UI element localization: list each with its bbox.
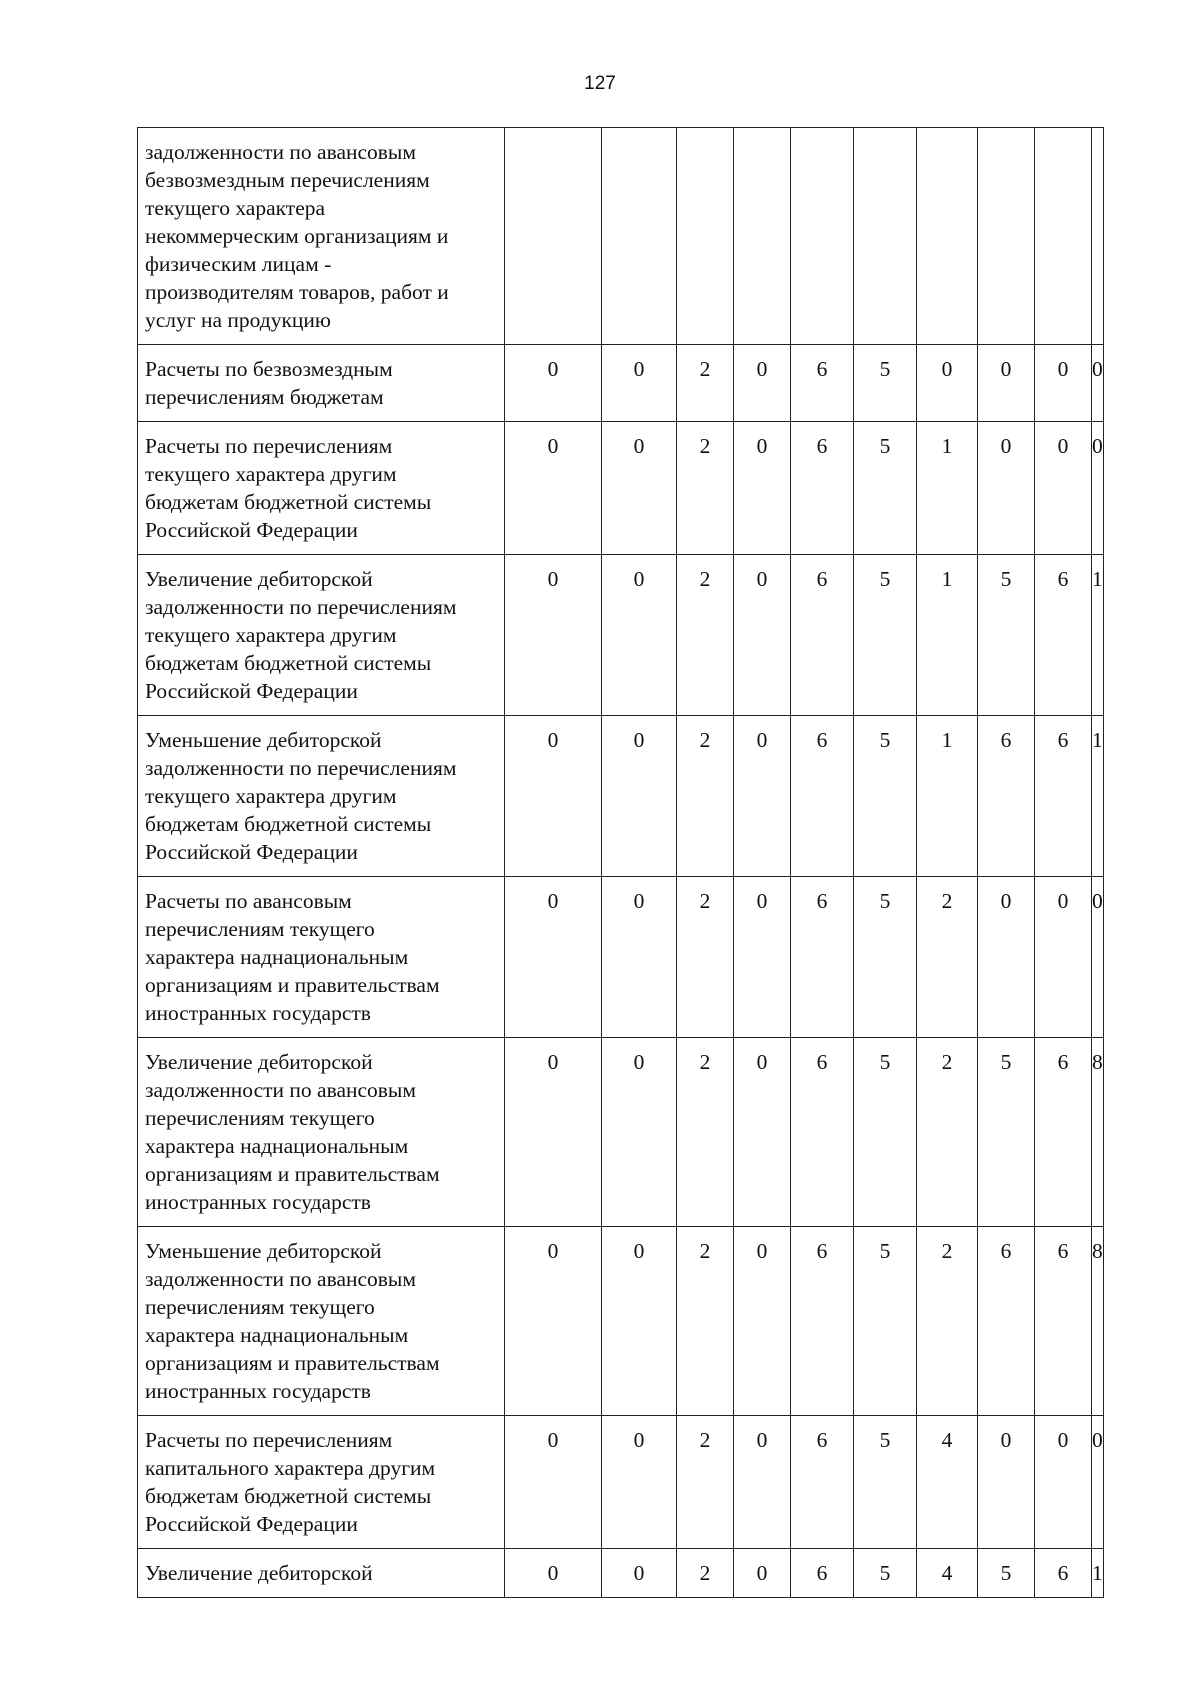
code-digit-cell: 0 bbox=[734, 555, 791, 716]
code-digit-cell: 5 bbox=[854, 1416, 917, 1549]
row-label-cell bbox=[138, 1038, 505, 1227]
row-label-cell bbox=[138, 877, 505, 1038]
row-label-line: иностранных государств bbox=[145, 1001, 371, 1025]
code-digit-cell: 2 bbox=[917, 1038, 978, 1227]
code-digit-cell: 8 bbox=[1092, 1038, 1104, 1227]
code-digit-cell: 0 bbox=[602, 555, 677, 716]
code-digit-cell: 0 bbox=[505, 877, 602, 1038]
row-label-line: перечислениям текущего bbox=[145, 1106, 375, 1130]
code-digit-cell: 5 bbox=[978, 555, 1035, 716]
code-digit-cell bbox=[734, 128, 791, 345]
code-digit-cell: 0 bbox=[1035, 1416, 1092, 1549]
code-digit-cell: 0 bbox=[978, 422, 1035, 555]
row-label-line: организациям и правительствам bbox=[145, 1162, 440, 1186]
code-digit-cell: 0 bbox=[602, 1227, 677, 1416]
code-digit-cell bbox=[1092, 128, 1104, 345]
code-digit-cell: 4 bbox=[917, 1549, 978, 1598]
code-digit-cell: 6 bbox=[791, 345, 854, 422]
code-digit-cell: 6 bbox=[791, 1549, 854, 1598]
code-digit-cell: 0 bbox=[602, 877, 677, 1038]
row-label-line: текущего характера другим bbox=[145, 462, 397, 486]
code-digit-cell: 0 bbox=[505, 345, 602, 422]
row-label-cell bbox=[138, 422, 505, 555]
row-label-line: безвозмездным перечислениям bbox=[145, 168, 430, 192]
code-digit-cell: 0 bbox=[505, 1038, 602, 1227]
row-label-line: производителям товаров, работ и bbox=[145, 280, 449, 304]
table-row bbox=[138, 716, 1104, 877]
code-digit-cell: 0 bbox=[602, 1549, 677, 1598]
row-label-line: Увеличение дебиторской bbox=[145, 567, 373, 591]
code-digit-cell: 0 bbox=[978, 345, 1035, 422]
code-digit-cell: 5 bbox=[854, 345, 917, 422]
table-row bbox=[138, 1227, 1104, 1416]
row-label-line: задолженности по авансовым bbox=[145, 1267, 416, 1291]
code-digit-cell: 2 bbox=[917, 877, 978, 1038]
code-digit-cell: 0 bbox=[1035, 877, 1092, 1038]
code-digit-cell bbox=[917, 128, 978, 345]
row-label-line: характера наднациональным bbox=[145, 1323, 409, 1347]
code-digit-cell bbox=[854, 128, 917, 345]
code-digit-cell: 5 bbox=[854, 1227, 917, 1416]
row-label-line: организациям и правительствам bbox=[145, 973, 440, 997]
code-digit-cell: 2 bbox=[677, 1416, 734, 1549]
code-digit-cell: 4 bbox=[917, 1416, 978, 1549]
code-digit-cell: 2 bbox=[677, 1227, 734, 1416]
code-digit-cell: 0 bbox=[505, 555, 602, 716]
code-digit-cell: 5 bbox=[854, 716, 917, 877]
code-digit-cell: 0 bbox=[734, 422, 791, 555]
code-digit-cell bbox=[602, 128, 677, 345]
row-label-line: характера наднациональным bbox=[145, 945, 409, 969]
table-row bbox=[138, 1549, 1104, 1598]
code-digit-cell: 5 bbox=[854, 422, 917, 555]
code-digit-cell: 6 bbox=[978, 1227, 1035, 1416]
row-label-line: Увеличение дебиторской bbox=[145, 1561, 373, 1585]
code-digit-cell: 8 bbox=[1092, 1227, 1104, 1416]
row-label-line: задолженности по авансовым bbox=[145, 140, 416, 164]
code-digit-cell: 0 bbox=[505, 1227, 602, 1416]
code-digit-cell: 0 bbox=[734, 877, 791, 1038]
row-label-line: некоммерческим организациям и bbox=[145, 224, 449, 248]
code-digit-cell: 0 bbox=[978, 1416, 1035, 1549]
row-label-line: Расчеты по перечислениям bbox=[145, 434, 393, 458]
table-row bbox=[138, 1038, 1104, 1227]
budget-classification-table bbox=[137, 127, 1104, 1598]
row-label-cell bbox=[138, 1549, 505, 1598]
code-digit-cell: 1 bbox=[917, 555, 978, 716]
row-label-line: бюджетам бюджетной системы bbox=[145, 490, 432, 514]
row-label-line: перечислениям текущего bbox=[145, 1295, 375, 1319]
code-digit-cell: 6 bbox=[1035, 1038, 1092, 1227]
row-label-line: физическим лицам - bbox=[145, 252, 332, 276]
code-digit-cell: 6 bbox=[791, 422, 854, 555]
code-digit-cell: 5 bbox=[978, 1038, 1035, 1227]
code-digit-cell bbox=[1035, 128, 1092, 345]
row-label-cell bbox=[138, 1416, 505, 1549]
row-label-line: перечислениям бюджетам bbox=[145, 385, 384, 409]
row-label-cell bbox=[138, 128, 505, 345]
code-digit-cell: 2 bbox=[677, 422, 734, 555]
row-label-line: Уменьшение дебиторской bbox=[145, 728, 382, 752]
row-label-line: иностранных государств bbox=[145, 1190, 371, 1214]
table-row bbox=[138, 555, 1104, 716]
code-digit-cell: 0 bbox=[505, 1416, 602, 1549]
code-digit-cell: 5 bbox=[854, 555, 917, 716]
code-digit-cell: 0 bbox=[734, 1416, 791, 1549]
code-digit-cell: 2 bbox=[677, 1038, 734, 1227]
page-number: 127 bbox=[584, 73, 616, 94]
row-label-line: текущего характера другим bbox=[145, 784, 397, 808]
code-digit-cell: 0 bbox=[978, 877, 1035, 1038]
row-label-line: услуг на продукцию bbox=[145, 308, 331, 332]
code-digit-cell: 0 bbox=[505, 1549, 602, 1598]
code-digit-cell: 6 bbox=[791, 1416, 854, 1549]
row-label-line: текущего характера другим bbox=[145, 623, 397, 647]
row-label-line: Расчеты по авансовым bbox=[145, 889, 352, 913]
row-label-line: организациям и правительствам bbox=[145, 1351, 440, 1375]
code-digit-cell: 6 bbox=[791, 877, 854, 1038]
code-digit-cell: 2 bbox=[677, 716, 734, 877]
table-row bbox=[138, 877, 1104, 1038]
code-digit-cell: 0 bbox=[1092, 1416, 1104, 1549]
code-digit-cell: 0 bbox=[1092, 422, 1104, 555]
code-digit-cell: 1 bbox=[917, 716, 978, 877]
code-digit-cell: 6 bbox=[978, 716, 1035, 877]
row-label-line: бюджетам бюджетной системы bbox=[145, 1484, 432, 1508]
row-label-line: Российской Федерации bbox=[145, 840, 358, 864]
row-label-line: Российской Федерации bbox=[145, 1512, 358, 1536]
code-digit-cell: 2 bbox=[677, 345, 734, 422]
row-label-line: задолженности по авансовым bbox=[145, 1078, 416, 1102]
code-digit-cell bbox=[978, 128, 1035, 345]
code-digit-cell: 6 bbox=[1035, 716, 1092, 877]
table-row bbox=[138, 1416, 1104, 1549]
code-digit-cell: 0 bbox=[734, 1549, 791, 1598]
code-digit-cell: 0 bbox=[1092, 345, 1104, 422]
code-digit-cell: 0 bbox=[602, 422, 677, 555]
code-digit-cell: 0 bbox=[734, 716, 791, 877]
code-digit-cell: 0 bbox=[505, 422, 602, 555]
code-digit-cell: 0 bbox=[734, 345, 791, 422]
row-label-line: Российской Федерации bbox=[145, 518, 358, 542]
code-digit-cell: 6 bbox=[791, 555, 854, 716]
code-digit-cell: 6 bbox=[1035, 1227, 1092, 1416]
code-digit-cell: 0 bbox=[602, 716, 677, 877]
code-digit-cell: 6 bbox=[791, 716, 854, 877]
code-digit-cell: 0 bbox=[505, 716, 602, 877]
code-digit-cell: 0 bbox=[917, 345, 978, 422]
code-digit-cell: 5 bbox=[854, 1038, 917, 1227]
code-digit-cell: 1 bbox=[1092, 555, 1104, 716]
code-digit-cell: 6 bbox=[791, 1038, 854, 1227]
row-label-cell bbox=[138, 345, 505, 422]
row-label-line: иностранных государств bbox=[145, 1379, 371, 1403]
code-digit-cell bbox=[505, 128, 602, 345]
code-digit-cell: 5 bbox=[978, 1549, 1035, 1598]
code-digit-cell: 0 bbox=[1035, 422, 1092, 555]
code-digit-cell: 0 bbox=[1035, 345, 1092, 422]
row-label-line: перечислениям текущего bbox=[145, 917, 375, 941]
code-digit-cell: 1 bbox=[1092, 1549, 1104, 1598]
code-digit-cell: 2 bbox=[677, 1549, 734, 1598]
row-label-cell bbox=[138, 1227, 505, 1416]
table-row bbox=[138, 128, 1104, 345]
table-row bbox=[138, 345, 1104, 422]
code-digit-cell: 0 bbox=[734, 1038, 791, 1227]
code-digit-cell bbox=[791, 128, 854, 345]
code-digit-cell: 0 bbox=[602, 1038, 677, 1227]
code-digit-cell: 0 bbox=[602, 1416, 677, 1549]
row-label-line: задолженности по перечислениям bbox=[145, 756, 457, 780]
code-digit-cell: 2 bbox=[917, 1227, 978, 1416]
row-label-line: Российской Федерации bbox=[145, 679, 358, 703]
code-digit-cell: 2 bbox=[677, 877, 734, 1038]
code-digit-cell: 0 bbox=[734, 1227, 791, 1416]
code-digit-cell: 1 bbox=[917, 422, 978, 555]
code-digit-cell: 6 bbox=[791, 1227, 854, 1416]
table-row bbox=[138, 422, 1104, 555]
code-digit-cell: 5 bbox=[854, 877, 917, 1038]
code-digit-cell: 1 bbox=[1092, 716, 1104, 877]
code-digit-cell: 0 bbox=[602, 345, 677, 422]
row-label-line: Расчеты по перечислениям bbox=[145, 1428, 393, 1452]
code-digit-cell: 0 bbox=[1092, 877, 1104, 1038]
code-digit-cell: 6 bbox=[1035, 555, 1092, 716]
code-digit-cell: 2 bbox=[677, 555, 734, 716]
row-label-line: задолженности по перечислениям bbox=[145, 595, 457, 619]
code-digit-cell bbox=[677, 128, 734, 345]
row-label-line: Расчеты по безвозмездным bbox=[145, 357, 393, 381]
row-label-line: Увеличение дебиторской bbox=[145, 1050, 373, 1074]
row-label-line: капитального характера другим bbox=[145, 1456, 436, 1480]
code-digit-cell: 5 bbox=[854, 1549, 917, 1598]
row-label-line: бюджетам бюджетной системы bbox=[145, 651, 432, 675]
code-digit-cell: 6 bbox=[1035, 1549, 1092, 1598]
row-label-cell bbox=[138, 555, 505, 716]
row-label-line: Уменьшение дебиторской bbox=[145, 1239, 382, 1263]
row-label-cell bbox=[138, 716, 505, 877]
row-label-line: бюджетам бюджетной системы bbox=[145, 812, 432, 836]
row-label-line: характера наднациональным bbox=[145, 1134, 409, 1158]
row-label-line: текущего характера bbox=[145, 196, 326, 220]
